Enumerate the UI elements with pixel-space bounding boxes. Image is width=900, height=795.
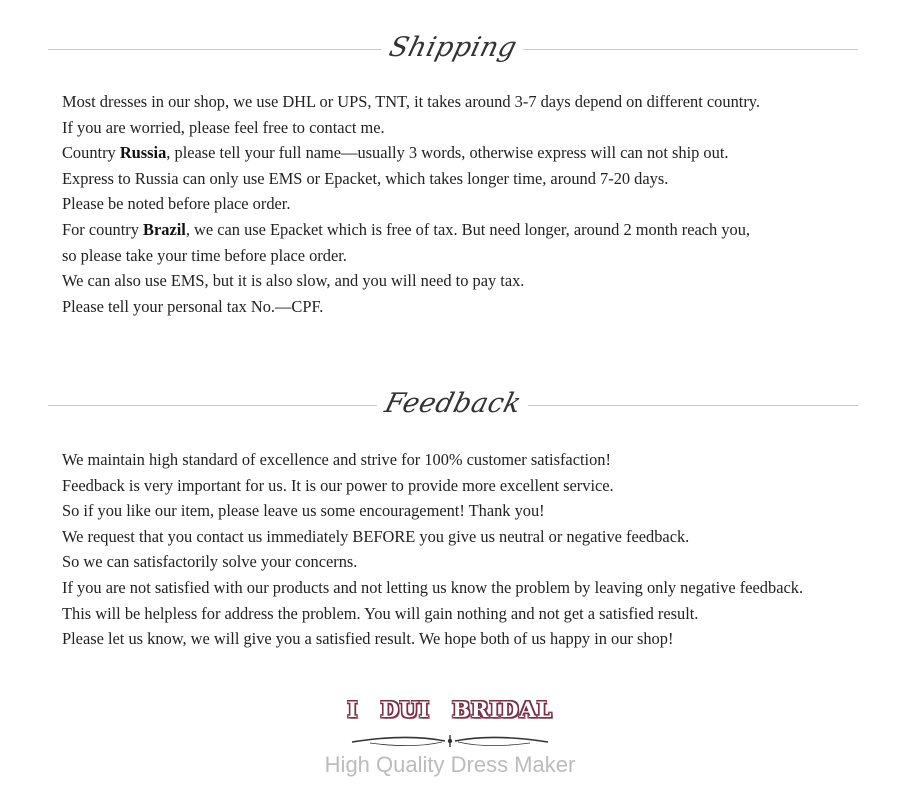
feedback-header (48, 385, 858, 425)
feedback-text (62, 447, 862, 652)
country-brazil: Brazil (143, 219, 186, 239)
shipping-line: If you are worried, please feel free to contact me. (62, 117, 385, 137)
feedback-line: So we can satisfactorily solve your concerns. (62, 552, 358, 572)
feedback-line: So if you like our item, please leave us some encouragement! Thank you! (62, 501, 545, 521)
feedback-line: We request that you contact us immediately BEFORE you give us neutral or negative feedback. (62, 526, 690, 546)
feedback-line: Please let us know, we will give you a satisfied result. We hope both of us happy in our shop! (62, 629, 674, 649)
shipping-line: Country Russia, please tell your full name—usually 3 words, otherwise express will can not ship out. (62, 143, 729, 163)
feedback-line: If you are not satisfied with our products and not letting us know the problem by leaving only negative feedback. (62, 577, 804, 597)
shipping-line: Please be noted before place order. (62, 194, 291, 214)
shipping-line: Express to Russia can only use EMS or Epacket, which takes longer time, around 7-20 days. (62, 168, 669, 188)
shipping-line: Please tell your personal tax No.—CPF. (62, 296, 324, 316)
shipping-title: Shipping (378, 31, 529, 65)
shipping-text (62, 89, 862, 319)
brand-name: I DUI BRIDAL (347, 697, 553, 722)
feedback-title: Feedback (373, 387, 533, 421)
flourish-ornament-icon (350, 734, 550, 748)
brand-tagline: High Quality Dress Maker (324, 752, 576, 777)
shipping-line: Most dresses in our shop, we use DHL or UPS, TNT, it takes around 3-7 days depend on different country. (62, 92, 761, 111)
feedback-line: This will be helpless for address the problem. You will gain nothing and not get a satisfied result. (62, 603, 699, 623)
shipping-line: so please take your time before place order. (62, 245, 347, 265)
shipping-line: We can also use EMS, but it is also slow, and you will need to pay tax. (62, 271, 525, 291)
brand-logo (0, 697, 900, 722)
shipping-line: For country Brazil, we can use Epacket which is free of tax. But need longer, around 2 month reach you, (62, 219, 751, 239)
feedback-line: Feedback is very important for us. It is our power to provide more excellent service. (62, 475, 614, 495)
country-russia: Russia (119, 143, 167, 163)
feedback-line: We maintain high standard of excellence and strive for 100% customer satisfaction! (62, 450, 611, 469)
shipping-header (48, 29, 858, 69)
